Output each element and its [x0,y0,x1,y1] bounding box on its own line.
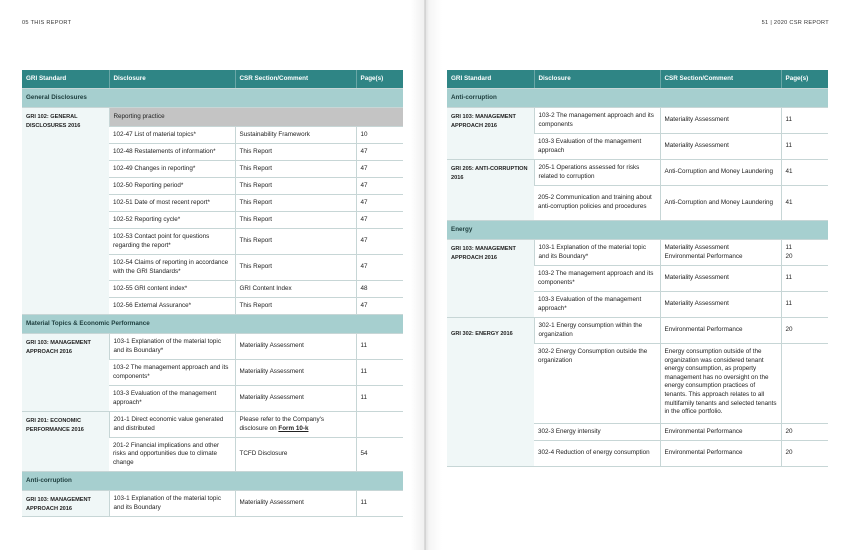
comment-cell: This Report [235,144,356,161]
page-cell [781,344,828,424]
disclosure-cell: 205-1 Operations assessed for risks related to corruption [534,160,660,186]
comment-line: Environmental Performance [664,252,743,260]
page-cell: 47 [356,229,403,255]
table-row [447,318,828,344]
gri-standard-cell: GRI 103: MANAGEMENT APPROACH 2016 [22,491,109,517]
page-cell: 11 [356,491,403,517]
disclosure-cell: 205-2 Communication and training about anti-corruption policies and procedures [534,186,660,221]
left-page-header: 05 THIS REPORT [22,20,72,26]
disclosure-cell: 102-52 Reporting cycle* [109,212,235,229]
right-page [426,0,850,550]
page-cell: 11 [356,360,403,386]
section-row-energy [447,221,828,240]
left-page [0,0,424,550]
col-disclosure: Disclosure [534,70,660,89]
form-10k-link[interactable]: Form 10-k [278,424,309,432]
page-cell: 41 [781,186,828,221]
section-label: Energy [447,221,828,240]
right-page-header: 51 | 2020 CSR REPORT [761,20,829,26]
comment-cell: Environmental Performance [660,441,781,467]
section-label: Anti-corruption [447,89,828,108]
table-row [22,334,403,360]
comment-text: Please refer to the Company's disclosure on [239,415,325,432]
col-csr-section: CSR Section/Comment [235,70,356,89]
disclosure-cell: 302-2 Energy Consumption outside the organization [534,344,660,424]
comment-cell: This Report [235,255,356,281]
book-spine-shadow [410,0,442,550]
disclosure-cell: 102-53 Contact point for questions regarding the report* [109,229,235,255]
page-cell: 47 [356,212,403,229]
disclosure-cell: 103-2 The management approach and its components* [534,266,660,292]
page-cell: 47 [356,178,403,195]
table-row [447,240,828,266]
table-row [447,160,828,186]
col-csr-section: CSR Section/Comment [660,70,781,89]
comment-cell: Environmental Performance [660,318,781,344]
disclosure-cell: 102-50 Reporting period* [109,178,235,195]
page-cell: 11 [781,266,828,292]
page-cell [356,412,403,438]
gri-index-table-left [22,70,403,517]
gri-standard-cell: GRI 205: ANTI-CORRUPTION 2016 [447,160,534,221]
gri-standard-cell: GRI 103: MANAGEMENT APPROACH 2016 [447,240,534,318]
page-cell: 47 [356,144,403,161]
table-row [447,108,828,134]
comment-cell: Materiality Assessment [660,292,781,318]
comment-cell: This Report [235,298,356,315]
comment-cell: Anti-Corruption and Money Laundering [660,186,781,221]
disclosure-cell: 103-3 Evaluation of the management approach [534,134,660,160]
comment-cell: TCFD Disclosure [235,438,356,472]
table-row [22,491,403,517]
section-row-material [22,315,403,334]
comment-cell: This Report [235,178,356,195]
comment-cell: This Report [235,212,356,229]
page-cell: 47 [356,161,403,178]
col-pages: Page(s) [356,70,403,89]
table-header-row [22,70,403,89]
comment-cell: Materiality Assessment [235,491,356,517]
disclosure-cell: 103-1 Explanation of the material topic and its Boundary* [109,334,235,360]
comment-cell: This Report [235,229,356,255]
comment-cell [235,412,356,438]
comment-cell: Anti-Corruption and Money Laundering [660,160,781,186]
comment-cell: This Report [235,195,356,212]
page-cell: 47 [356,195,403,212]
comment-cell: Materiality Assessment [235,360,356,386]
section-row-anti-corruption [22,472,403,491]
disclosure-cell: 302-1 Energy consumption within the organization [534,318,660,344]
page-line: 11 [785,243,793,251]
col-pages: Page(s) [781,70,828,89]
disclosure-cell: 103-1 Explanation of the material topic and its Boundary* [534,240,660,266]
disclosure-cell: 103-1 Explanation of the material topic and its Boundary [109,491,235,517]
disclosure-cell: 103-3 Evaluation of the management approach* [534,292,660,318]
disclosure-cell: 102-55 GRI content index* [109,281,235,298]
section-row-general [22,89,403,108]
comment-cell: Sustainability Framework [235,127,356,144]
gri-index-table-right [447,70,828,467]
page-cell [781,240,828,266]
disclosure-cell: 103-2 The management approach and its components [534,108,660,134]
section-label: General Disclosures [22,89,403,108]
page-cell: 20 [781,424,828,441]
col-disclosure: Disclosure [109,70,235,89]
comment-cell: Environmental Performance [660,424,781,441]
section-label: Anti-corruption [22,472,403,491]
page-cell: 47 [356,298,403,315]
disclosure-cell: 103-3 Evaluation of the management approach* [109,386,235,412]
comment-cell: Energy consumption outside of the organization was considered tenant energy consumption, as property management has no oversight on the energy consumption practices of tenants. This approach relates to all multifamily tenants and selected tenants in the office portfolio. [660,344,781,424]
comment-cell: Materiality Assessment [660,108,781,134]
comment-cell: GRI Content Index [235,281,356,298]
table-header-row [447,70,828,89]
disclosure-cell: 201-2 Financial implications and other risks and opportunities due to climate change [109,438,235,472]
col-gri-standard: GRI Standard [22,70,109,89]
page-cell: 11 [356,334,403,360]
gri-standard-cell: GRI 103: MANAGEMENT APPROACH 2016 [447,108,534,160]
page-cell: 20 [781,441,828,467]
disclosure-cell: 102-47 List of material topics* [109,127,235,144]
disclosure-cell: 102-48 Restatements of information* [109,144,235,161]
comment-cell: Materiality Assessment [235,334,356,360]
gri-standard-cell: GRI 201: ECONOMIC PERFORMANCE 2016 [22,412,109,472]
comment-cell [660,240,781,266]
gri-standard-cell: GRI 103: MANAGEMENT APPROACH 2016 [22,334,109,412]
page-cell: 11 [356,386,403,412]
table-row [22,108,403,127]
disclosure-cell: 102-54 Claims of reporting in accordance with the GRI Standards* [109,255,235,281]
page-cell: 48 [356,281,403,298]
page-cell: 11 [781,108,828,134]
page-cell: 11 [781,134,828,160]
page-cell: 47 [356,255,403,281]
page-cell: 54 [356,438,403,472]
comment-cell: Materiality Assessment [660,266,781,292]
page-cell: 20 [781,318,828,344]
gri-standard-cell: GRI 102: GENERAL DISCLOSURES 2016 [22,108,109,315]
comment-cell: This Report [235,161,356,178]
comment-cell: Materiality Assessment [235,386,356,412]
comment-line: Materiality Assessment [664,243,729,251]
gri-standard-cell: GRI 302: ENERGY 2016 [447,318,534,467]
disclosure-cell: 302-4 Reduction of energy consumption [534,441,660,467]
section-label: Material Topics & Economic Performance [22,315,403,334]
reporting-practice-label: Reporting practice [109,108,403,127]
page-cell: 10 [356,127,403,144]
col-gri-standard: GRI Standard [447,70,534,89]
disclosure-cell: 201-1 Direct economic value generated and distributed [109,412,235,438]
comment-cell: Materiality Assessment [660,134,781,160]
table-row [22,412,403,438]
disclosure-cell: 102-51 Date of most recent report* [109,195,235,212]
section-row-anti-corruption [447,89,828,108]
page-cell: 41 [781,160,828,186]
page-line: 20 [785,252,793,260]
disclosure-cell: 103-2 The management approach and its components* [109,360,235,386]
disclosure-cell: 302-3 Energy intensity [534,424,660,441]
disclosure-cell: 102-56 External Assurance* [109,298,235,315]
page-cell: 11 [781,292,828,318]
disclosure-cell: 102-49 Changes in reporting* [109,161,235,178]
